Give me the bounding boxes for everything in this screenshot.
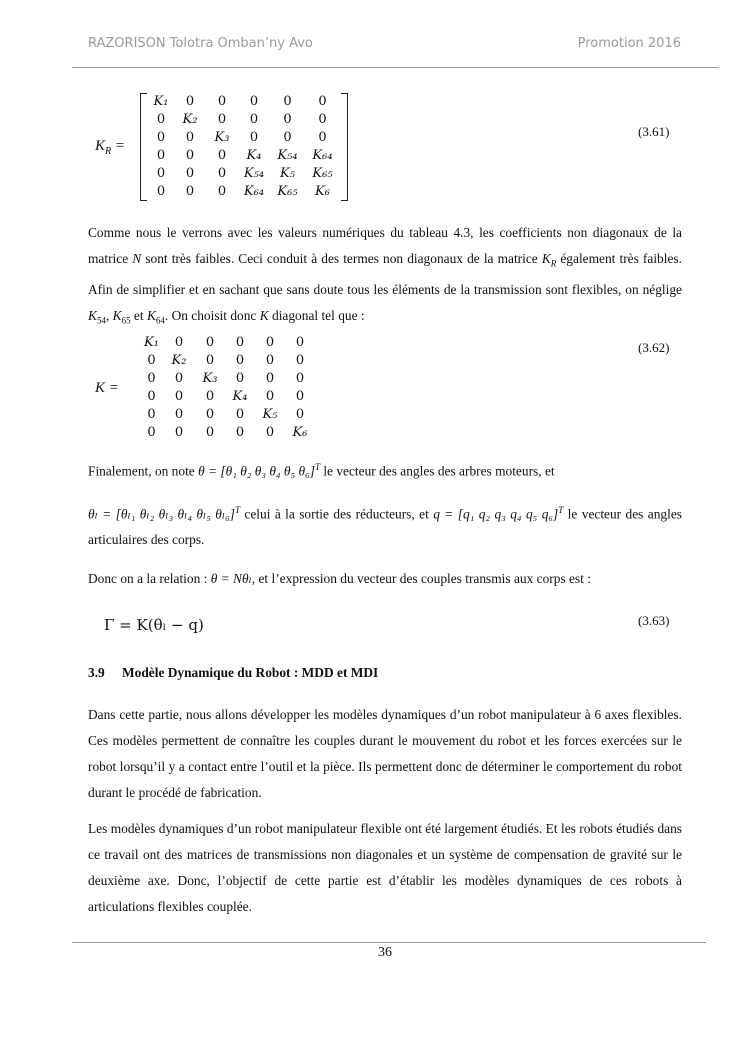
eq362-cell: 0 — [265, 425, 275, 440]
eq362-number: (3.62) — [638, 340, 670, 355]
eq361-cell: K₂ — [182, 112, 198, 127]
eq362-cell: 0 — [205, 353, 215, 368]
eq361-cell: 0 — [156, 148, 166, 163]
eq363-expression: Γ = K(θₗ − q) — [104, 616, 204, 634]
eq362-cell: 0 — [235, 335, 245, 350]
eq362-cell: 0 — [235, 371, 245, 386]
eq361-left-bracket — [140, 93, 147, 201]
eq362-cell: K₆ — [292, 425, 308, 440]
eq361-number: (3.61) — [638, 124, 670, 139]
eq362-cell: 0 — [295, 389, 305, 404]
eq362-matrix — [140, 334, 315, 442]
eq362-cell: 0 — [295, 371, 305, 386]
eq361-cell: K₅₄ — [243, 166, 265, 181]
paragraph-2: Finalement, on note θ = [θ₁ θ₂ θ₃ θ₄ θ₅ θ₆]$^T$ le vecteur des angles des arbres moteurs, et — [88, 462, 555, 479]
eq361-right-bracket — [341, 93, 348, 201]
eq362-cell: 0 — [265, 353, 275, 368]
eq362-cell: 0 — [265, 335, 275, 350]
eq361-cell: 0 — [249, 94, 259, 109]
eq361-cell: K₆ — [315, 184, 330, 199]
eq362-cell: 0 — [205, 425, 215, 440]
eq362-cell: K₂ — [171, 353, 187, 368]
eq361-cell: K₅₄ — [277, 148, 298, 163]
eq361-cell: 0 — [217, 148, 227, 163]
eq361-cell: 0 — [217, 166, 227, 181]
eq362-cell: 0 — [147, 389, 156, 404]
eq361-cell: 0 — [249, 112, 259, 127]
eq361-cell: 0 — [156, 184, 166, 199]
paragraph-3: θₗ = [θₗ₁ θₗ₂ θₗ₃ θₗ₄ θₗ₅ θₗ₆]$^T$ celui à la sortie des réducteurs, et q = [q₁ q₂ q₃ q₄ q₅ q₆]$^T$ le vecteur des angles articulaires des corps. — [88, 505, 682, 548]
eq362-cell: 0 — [174, 371, 184, 386]
eq361-lhs: $K_R$ = — [95, 138, 125, 157]
eq361-cell: K₆₄ — [243, 184, 265, 199]
eq362-cell: 0 — [147, 353, 156, 368]
paragraph-1: Comme nous le verrons avec les valeurs numériques du tableau 4.3, les coefficients non diagonaux de la matrice N sont très faibles. Ceci conduit à des termes non diagonaux de la matrice $K_R$ également très faibles. Afin de simplifier et en sachant que sans doute tous les éléments de la transmission sont flexibles, on néglige $K_{54}$, $K_{65}$ et $K_{64}$. On choisit donc K diagonal tel que : — [88, 225, 682, 326]
section-title: Modèle Dynamique du Robot : MDD et MDI — [122, 665, 379, 680]
eq362-cell: 0 — [174, 425, 184, 440]
eq361-cell: 0 — [185, 94, 195, 109]
eq361-cell: K₃ — [214, 130, 230, 145]
eq363-number: (3.63) — [638, 613, 670, 628]
eq361-cell: 0 — [318, 112, 327, 127]
paragraph-6: Les modèles dynamiques d’un robot manipulateur flexible ont été largement étudiés. Et les robots étudiés dans ce travail ont des matrices de transmissions non diagonales et un système de compensation de gravité sur le deuxième axe. Donc, l’objectif de cette partie est d’établir les modèles dynamiques de ces robots à articulations flexibles couplée. — [88, 821, 682, 914]
eq362-cell: 0 — [235, 353, 245, 368]
eq362-cell: 0 — [205, 389, 215, 404]
header-author: RAZORISON Tolotra Omban’ny Avo — [88, 36, 313, 51]
eq362-cell: K₄ — [232, 389, 248, 404]
eq362-cell: 0 — [147, 371, 156, 386]
eq362-cell: 0 — [295, 407, 305, 422]
eq361-cell: K₄ — [246, 148, 262, 163]
eq361-cell: 0 — [217, 94, 227, 109]
eq361-cell: 0 — [249, 130, 259, 145]
eq361-cell: 0 — [185, 148, 195, 163]
eq362-cell: 0 — [295, 335, 305, 350]
eq361-cell: 0 — [156, 166, 166, 181]
eq362-cell: 0 — [235, 425, 245, 440]
eq361-cell: 0 — [318, 94, 327, 109]
eq361-matrix — [148, 93, 340, 201]
page-number: 36 — [378, 945, 392, 960]
page-header — [88, 36, 681, 56]
eq361-cell: K₆₄ — [312, 148, 333, 163]
section-heading — [88, 665, 378, 681]
header-rule — [72, 67, 719, 68]
eq361-cell: 0 — [156, 130, 166, 145]
eq362-cell: 0 — [147, 407, 156, 422]
eq362-cell: K₅ — [262, 407, 278, 422]
header-promotion: Promotion 2016 — [577, 36, 681, 51]
eq361-cell: 0 — [283, 130, 292, 145]
eq361-cell: 0 — [283, 112, 292, 127]
eq362-cell: 0 — [235, 407, 245, 422]
eq361-cell: K₆₅ — [277, 184, 298, 199]
eq361-cell: K₆₅ — [312, 166, 333, 181]
eq362-cell: 0 — [174, 389, 184, 404]
eq361-cell: 0 — [217, 112, 227, 127]
eq361-cell: 0 — [283, 94, 292, 109]
eq361-cell: 0 — [217, 184, 227, 199]
eq361-cell: K₁ — [153, 94, 169, 109]
eq362-cell: K₃ — [202, 371, 218, 386]
eq361-cell: 0 — [318, 130, 327, 145]
footer-rule — [72, 942, 706, 943]
eq362-cell: 0 — [174, 335, 184, 350]
eq362-cell: K₁ — [144, 335, 159, 350]
eq362-cell: 0 — [174, 407, 184, 422]
eq362-lhs: K = — [95, 380, 119, 396]
section-number: 3.9 — [88, 665, 105, 680]
eq362-cell: 0 — [147, 425, 156, 440]
eq362-cell: 0 — [265, 389, 275, 404]
eq361-cell: 0 — [185, 166, 195, 181]
eq361-cell: K₅ — [280, 166, 295, 181]
eq362-cell: 0 — [265, 371, 275, 386]
paragraph-4: Donc on a la relation : θ = Nθₗ, et l’expression du vecteur des couples transmis aux corps est : — [88, 571, 591, 586]
paragraph-5: Dans cette partie, nous allons développer les modèles dynamiques d’un robot manipulateur à 6 axes flexibles. Ces modèles permettent de connaître les couples durant le mouvement du robot et les forces exercées sur le robot lorsqu’il y a contact entre l’outil et la pièce. Ils permettent donc de déterminer le comportement du robot durant le procédé de fabrication. — [88, 707, 682, 800]
eq361-cell: 0 — [185, 184, 195, 199]
eq362-cell: 0 — [295, 353, 305, 368]
eq361-cell: 0 — [185, 130, 195, 145]
eq362-cell: 0 — [205, 335, 215, 350]
eq362-cell: 0 — [205, 407, 215, 422]
eq361-cell: 0 — [156, 112, 166, 127]
